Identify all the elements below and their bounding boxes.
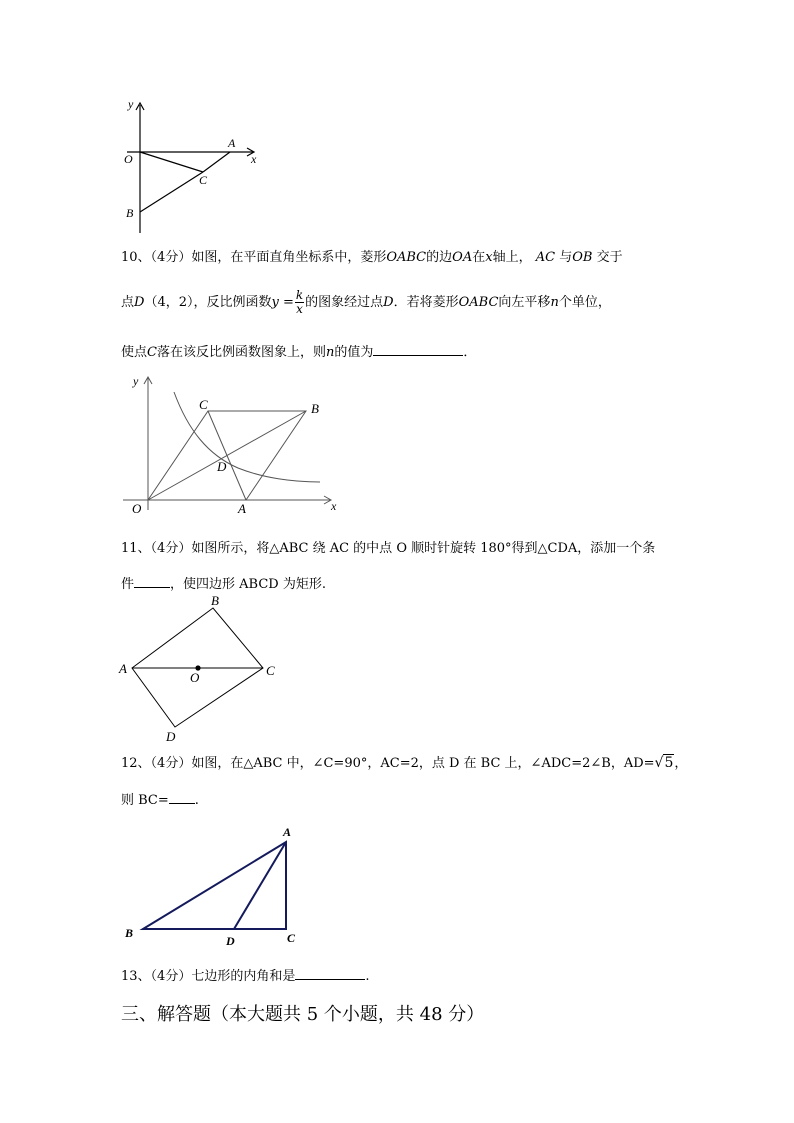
label-o: O (190, 670, 200, 685)
label-a: A (238, 501, 246, 516)
q13-answer-blank[interactable] (295, 967, 365, 980)
q12-answer-blank[interactable] (169, 791, 195, 804)
label-a: A (119, 661, 127, 676)
label-d: D (217, 459, 227, 474)
q10-number: 10、（4分） (121, 250, 192, 265)
figure-q9 (115, 95, 275, 240)
diagonal-ac (208, 411, 246, 500)
section-3-heading: 三、解答题（本大题共 5 个小题，共 48 分） (121, 1004, 485, 1025)
label-c: C (199, 173, 208, 187)
q10-answer-blank[interactable] (373, 343, 463, 356)
fraction-k-over-x: $\frac{k}{x}$ (295, 288, 304, 316)
figure-q12 (118, 820, 308, 952)
label-x: x (331, 499, 337, 513)
sqrt-5: √5 (654, 755, 674, 771)
label-a: A (228, 136, 236, 150)
label-b: B (211, 593, 219, 608)
segment-ca (203, 152, 230, 172)
q11-answer-blank[interactable] (134, 575, 170, 588)
label-d: D (166, 729, 176, 744)
segment-bc (140, 172, 203, 212)
figure-q10 (118, 370, 348, 518)
label-x: x (251, 152, 257, 166)
q10-line-3: 使点C落在该反比例函数图象上，则n的值为 ． (121, 345, 477, 360)
label-o: O (124, 152, 133, 166)
q12-line-2: 则 BC= . (121, 793, 199, 808)
label-a: A (283, 825, 292, 839)
q12-number: 12、（4分） (121, 756, 192, 771)
label-c: C (287, 931, 296, 945)
label-b: B (126, 206, 134, 220)
label-c: C (199, 397, 208, 412)
q13-line: 13、（4分）七边形的内角和是 . (121, 969, 370, 984)
q11-number: 11、（4分） (121, 541, 192, 556)
q10-line-1: 10、（4分）如图，在平面直角坐标系中，菱形OABC的边OA在x轴上， AC 与OB 交于 (121, 250, 623, 265)
label-y: y (128, 97, 134, 111)
label-b: B (125, 926, 134, 940)
label-c: C (266, 663, 275, 678)
q11-line-1: 11、（4分）如图所示，将△ABC 绕 AC 的中点 O 顺时针旋转 180°得到△CDA，添加一个条 (121, 541, 656, 556)
segment-oc (140, 152, 203, 172)
q12-line-1: 12、（4分）如图，在△ABC 中，∠C=90°，AC=2，点 D 在 BC 上，∠ADC=2∠B，AD=√5， (121, 755, 688, 771)
q13-number: 13、（4分） (121, 969, 192, 984)
hyperbola-curve (174, 392, 320, 482)
label-d: D (226, 934, 235, 948)
segment-ad (234, 842, 286, 929)
label-y: y (133, 374, 139, 388)
label-o: O (132, 501, 142, 516)
q11-line-2: 件 ，使四边形 ABCD 为矩形. (121, 577, 326, 592)
triangle-abc (143, 842, 286, 929)
figure-q11 (115, 592, 285, 747)
q10-line-2: 点D（4，2），反比例函数y = $\frac{k}{x}$ 的图象经过点D．若将菱形OABC向左平移n个单位， (121, 288, 611, 316)
label-b: B (311, 401, 319, 416)
